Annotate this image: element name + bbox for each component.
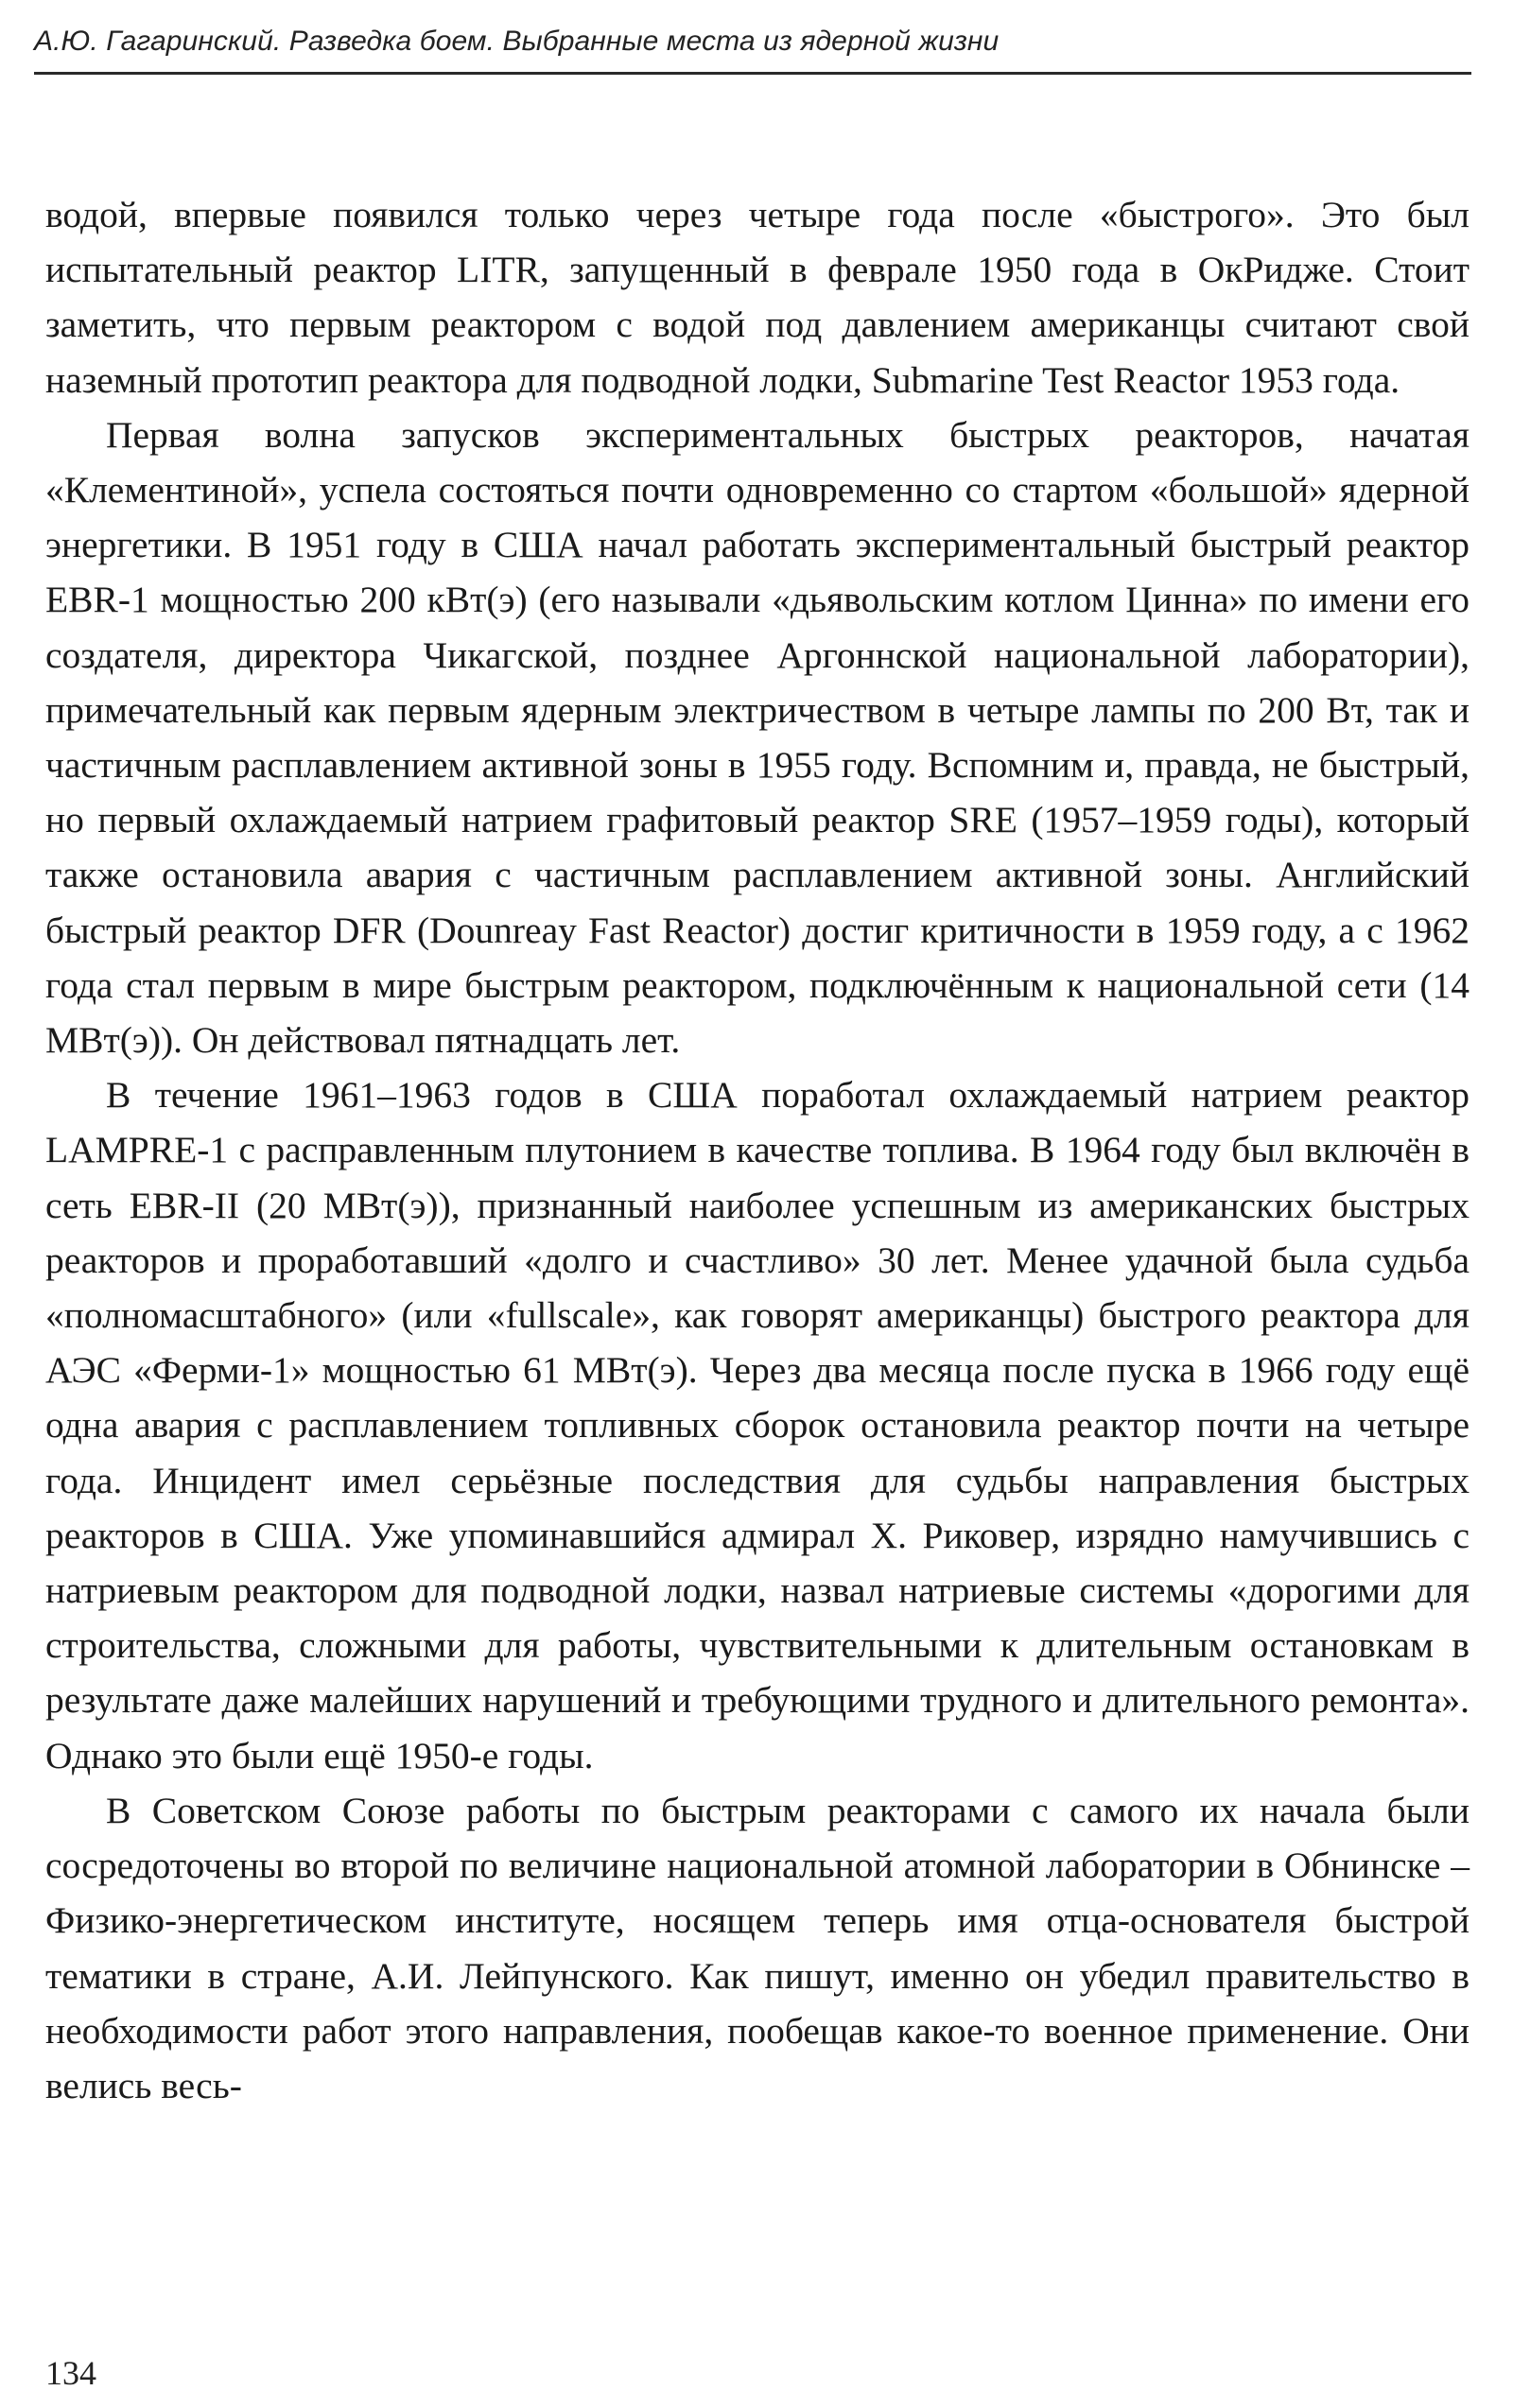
running-header-title: А.Ю. Гагаринский. Разведка боем. Выбранные места из ядерной жизни <box>34 26 1000 57</box>
header-divider <box>34 72 1471 75</box>
paragraph: В течение 1961–1963 годов в США поработал охлаждаемый натрием реактор LAMPRE-1 с расправленным плутонием в качестве топлива. В 1964 году был включён в сеть EBR-II (20 МВт(э)), признанный наиболее успешным из американских быстрых реакторов и проработавший «долго и счастливо» 30 лет. Менее удачной была судьба «полномасштабного» (или «fullscale», как говорят американцы) быстрого реактора для АЭС «Ферми-1» мощностью 61 МВт(э). Через два месяца после пуска в 1966 году ещё одна авария с расплавлением топливных сборок остановила реактор почти на четыре года. Инцидент имел серьёзные последствия для судьбы направления быстрых реакторов в США. Уже упоминавшийся адмирал Х. Риковер, изрядно намучившись с натриевым реактором для подводной лодки, назвал натриевые системы «дорогими для строительства, сложными для работы, чувствительными к длительным остановкам в результате даже малейших нарушений и требующими трудного и длительного ремонта». Однако это были ещё 1950-е годы. <box>45 1074 1470 1776</box>
paragraph: В Советском Союзе работы по быстрым реакторами с самого их начала были сосредоточены во второй по величине национальной атомной лаборатории в Обнинске – Физико-энергетическом институте, носящем теперь имя отца-основателя быстрой тематики в стране, А.И. Лейпунского. Как пишут, именно он убедил правительство в необходимости работ этого направления, пообещав какое-то военное применение. Они велись весь- <box>45 1789 1470 2106</box>
paragraph: Первая волна запусков экспериментальных быстрых реакторов, начатая «Клементиной», успела состояться почти одновременно со стартом «большой» ядерной энергетики. В 1951 году в США начал работать экспериментальный быстрый реактор EBR-1 мощностью 200 кВт(э) (его называли «дьявольским котлом Цинна» по имени его создателя, директора Чикагской, позднее Аргоннской национальной лаборатории), примечательный как первым ядерным электричеством в четыре лампы по 200 Вт, так и частичным расплавлением активной зоны в 1955 году. Вспомним и, правда, не быстрый, но первый охлаждаемый натрием графитовый реактор SRE (1957–1959 годы), который также остановила авария с частичным расплавлением активной зоны. Английский быстрый реактор DFR (Dounreay Fast Reactor) достиг критичности в 1959 году, а с 1962 года стал первым в мире быстрым реактором, подключённым к национальной сети (14 МВт(э)). Он действовал пятнадцать лет. <box>45 413 1470 1062</box>
page-number: 134 <box>45 2354 96 2392</box>
paragraph-continued: водой, впервые появился только через четыре года после «быстрого». Это был испытательный реактор LITR, запущенный в феврале 1950 года в ОкРидже. Стоит заметить, что первым реактором с водой под давлением американцы считают свой наземный прототип реактора для подводной лодки, Submarine Test Reactor 1953 года. <box>45 194 1470 401</box>
body-text <box>45 187 1470 2113</box>
